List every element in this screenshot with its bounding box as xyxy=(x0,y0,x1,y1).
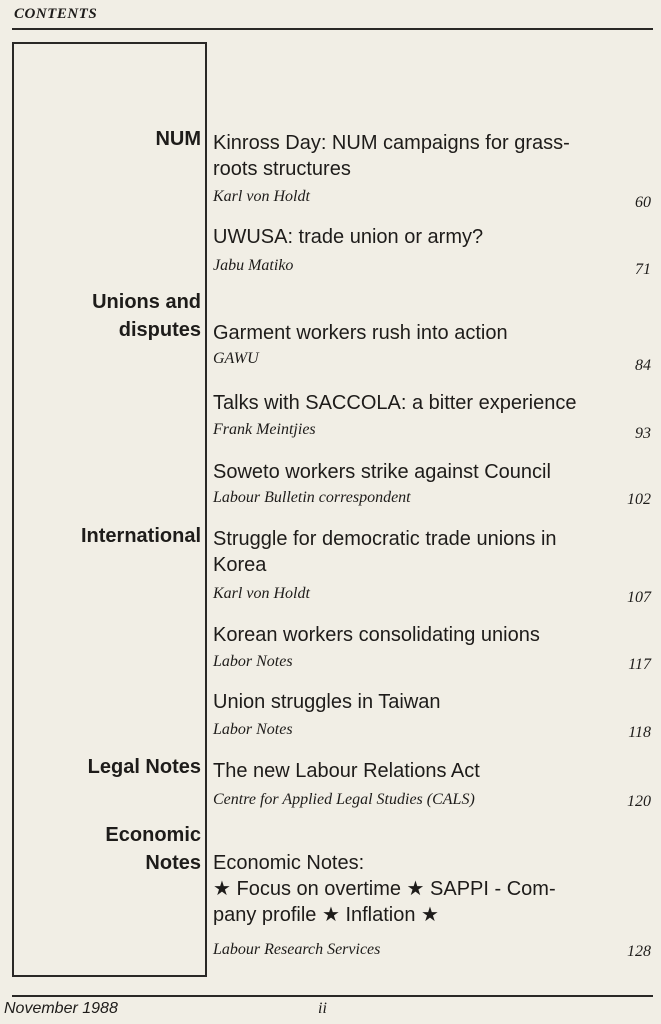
article-author: Labour Research Services xyxy=(213,941,381,958)
article-page: 102 xyxy=(627,491,651,508)
article-author: Karl von Holdt xyxy=(213,188,310,205)
section-label-unions-disputes: Unions and disputes xyxy=(92,291,201,341)
article-page: 118 xyxy=(628,724,651,741)
bottom-rule xyxy=(12,995,653,997)
article-page: 71 xyxy=(635,261,651,278)
article-page: 120 xyxy=(627,793,651,810)
article-title[interactable]: Struggle for democratic trade unions in Korea xyxy=(213,528,557,576)
article-page: 93 xyxy=(635,425,651,442)
article-author: Karl von Holdt xyxy=(213,585,310,602)
article-title[interactable]: Garment workers rush into action xyxy=(213,322,508,344)
article-page: 117 xyxy=(628,656,651,673)
article-author: Centre for Applied Legal Studies (CALS) xyxy=(213,791,475,808)
article-page: 84 xyxy=(635,357,651,374)
section-label-num: NUM xyxy=(155,128,201,150)
article-author: Labour Bulletin correspondent xyxy=(213,489,411,506)
article-title[interactable]: Economic Notes: ★ Focus on overtime ★ SAPPI - Com- pany profile ★ Inflation ★ xyxy=(213,852,556,926)
article-title[interactable]: Union struggles in Taiwan xyxy=(213,691,441,713)
article-title[interactable]: The new Labour Relations Act xyxy=(213,760,480,782)
section-label-economic-notes: Economic Notes xyxy=(105,824,201,874)
article-page: 128 xyxy=(627,943,651,960)
footer-date: November 1988 xyxy=(4,1000,118,1017)
footer-page-number: ii xyxy=(318,1000,327,1017)
section-label-international: International xyxy=(80,525,201,547)
article-author: Jabu Matiko xyxy=(213,257,294,274)
article-title[interactable]: Kinross Day: NUM campaigns for grass- roots structures xyxy=(213,132,570,180)
article-title[interactable]: Korean workers consolidating unions xyxy=(213,624,540,646)
article-title[interactable]: Talks with SACCOLA: a bitter experience xyxy=(213,392,577,414)
article-page: 107 xyxy=(627,589,651,606)
article-author: GAWU xyxy=(213,350,259,367)
article-page: 60 xyxy=(635,194,651,211)
article-author: Labor Notes xyxy=(213,721,293,738)
article-author: Frank Meintjies xyxy=(213,421,316,438)
section-label-legal-notes: Legal Notes xyxy=(87,756,201,778)
top-rule xyxy=(12,28,653,30)
article-author: Labor Notes xyxy=(213,653,293,670)
article-title[interactable]: UWUSA: trade union or army? xyxy=(213,226,484,248)
article-title[interactable]: Soweto workers strike against Council xyxy=(213,461,551,483)
header-title: CONTENTS xyxy=(14,6,98,22)
